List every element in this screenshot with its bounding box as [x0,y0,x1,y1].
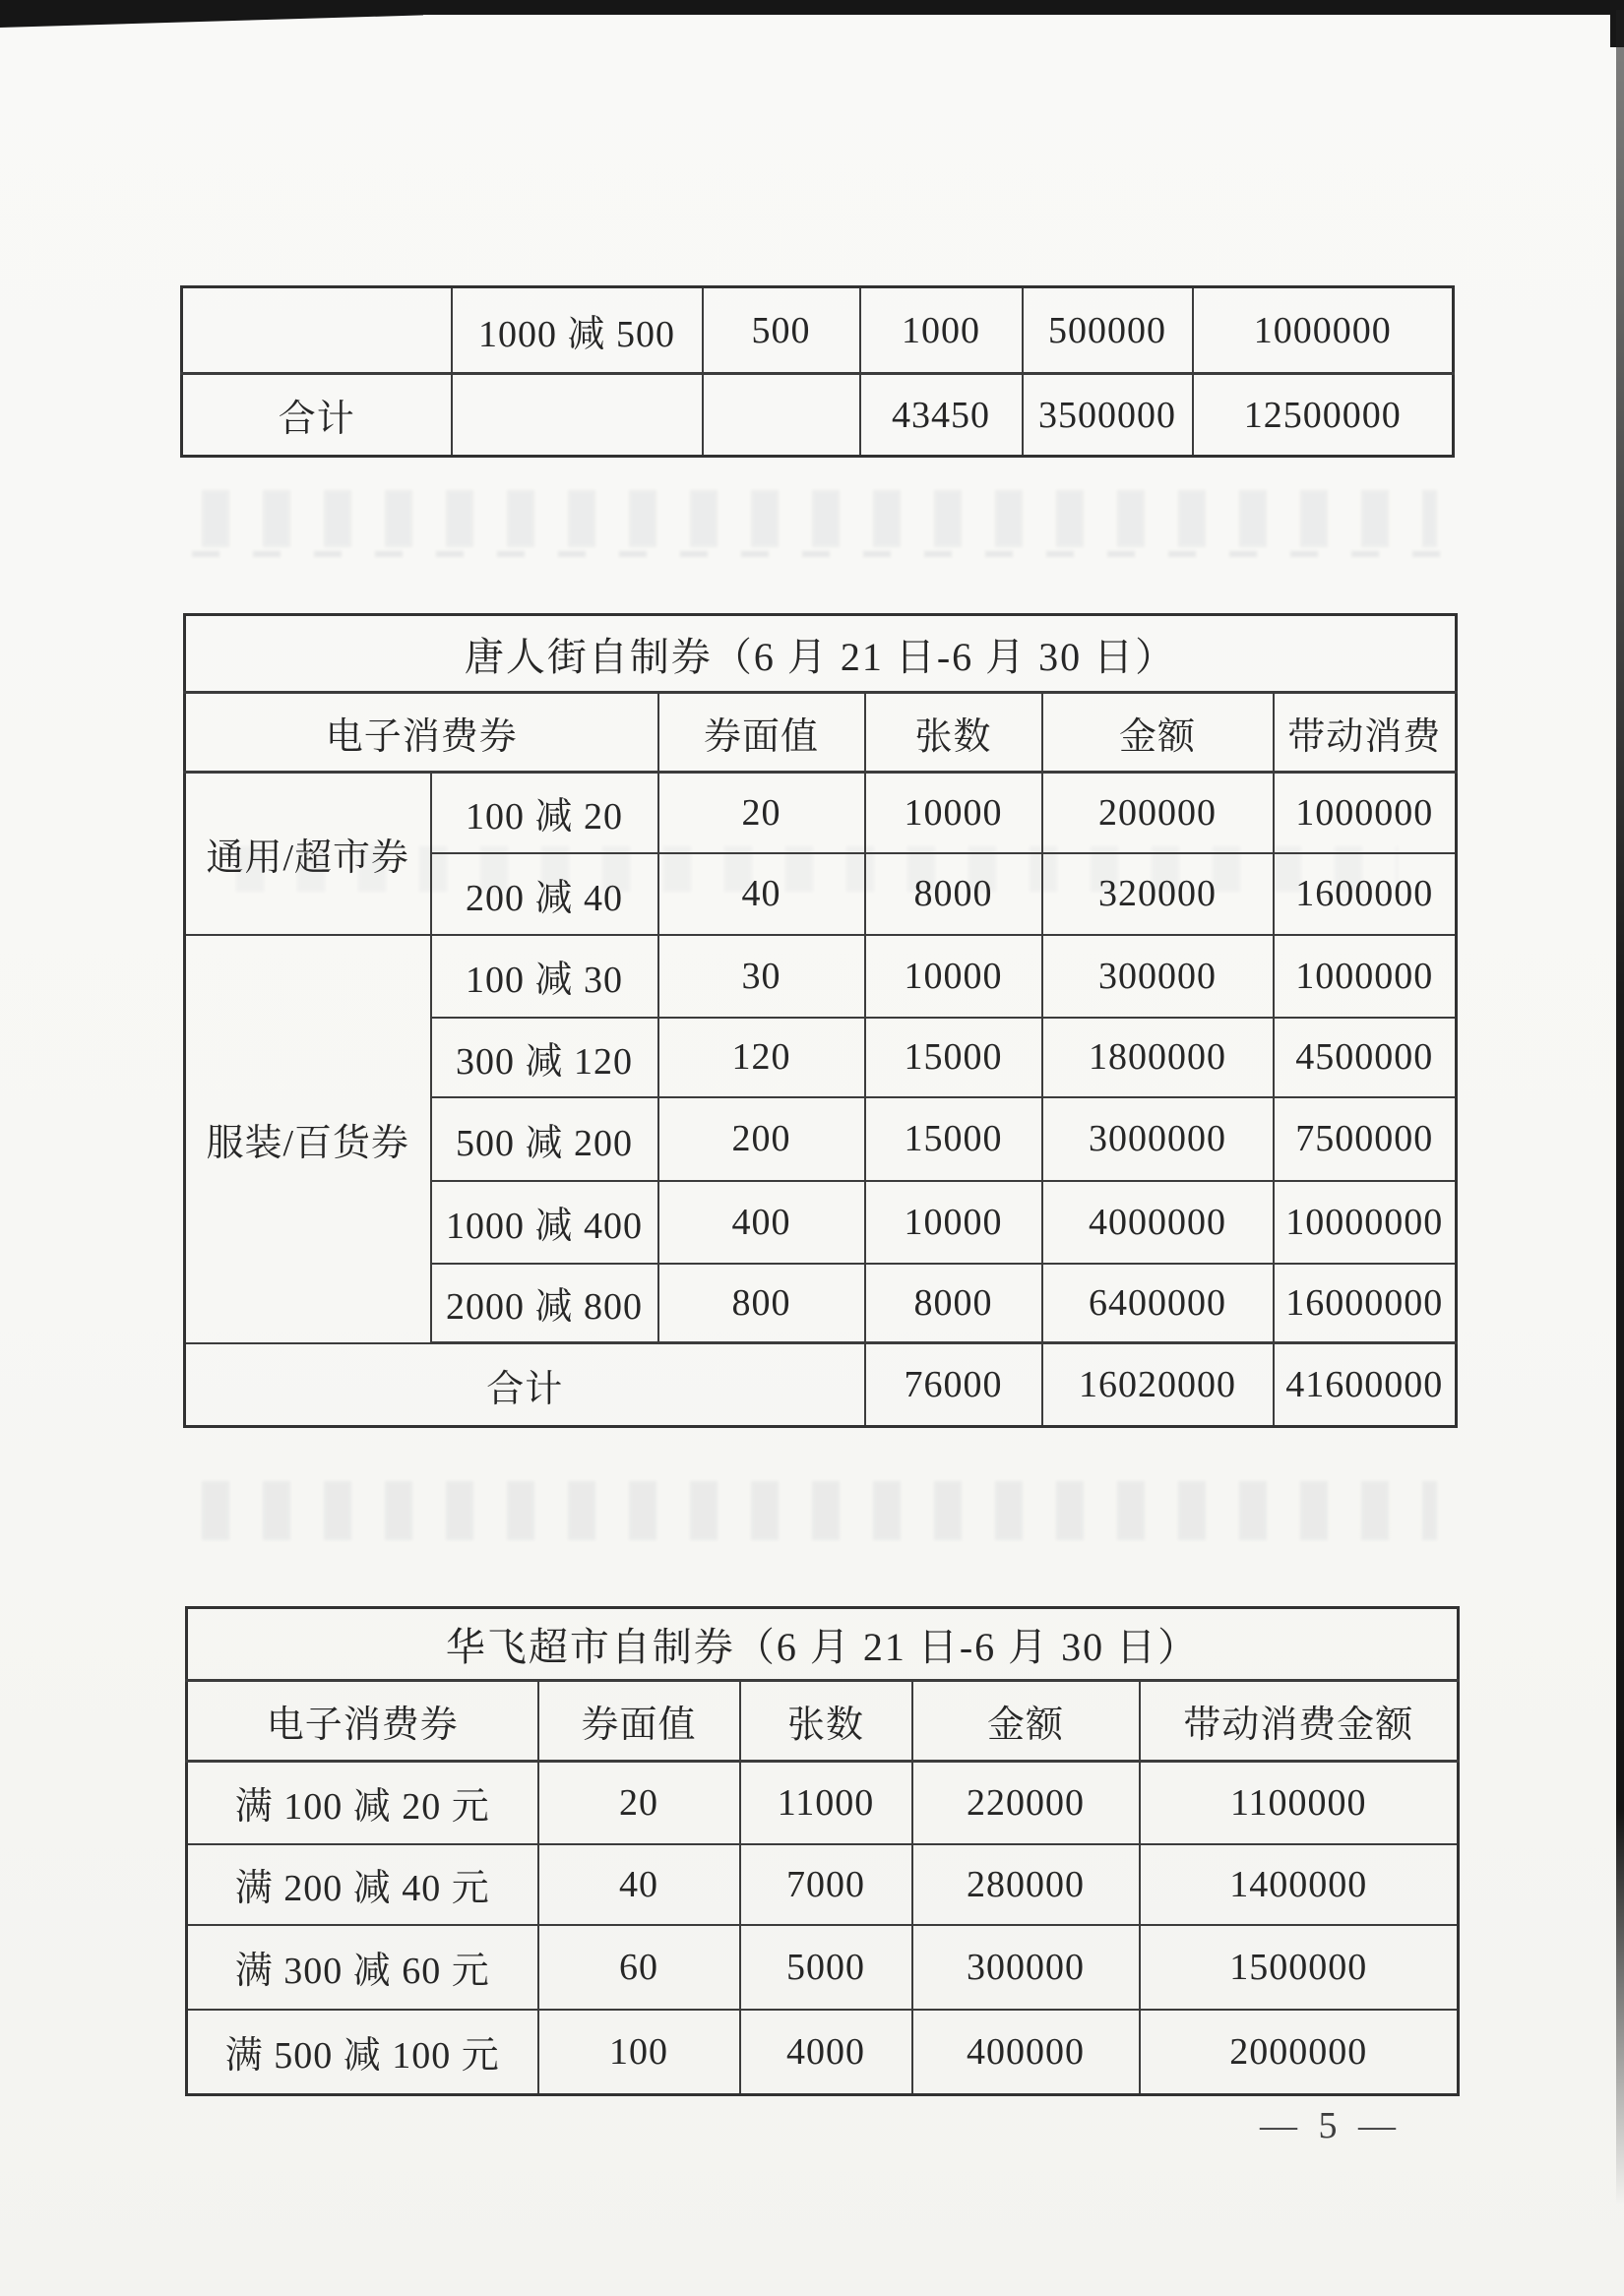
table-cell: 满 500 减 100 元 [187,2010,538,2095]
table-cell: 3000000 [1042,1097,1274,1181]
table-cell: 30 [658,935,865,1018]
table-cell: 7000 [740,1844,912,1925]
table-cell: 120 [658,1018,865,1097]
table-row [185,773,1457,853]
table-cell: 1100000 [1140,1762,1459,1844]
total-row [185,1343,1457,1427]
table-cell: 1000000 [1193,287,1454,374]
table-cell: 200 减 40 [431,853,658,935]
table-cell: 43450 [860,374,1023,457]
category-cell: 服装/百货券 [185,935,431,1343]
table-cell: 1400000 [1140,1844,1459,1925]
table-cell: 20 [658,773,865,853]
total-label-cell: 合计 [182,374,452,457]
table-cell: 41600000 [1274,1343,1457,1427]
table-cell: 300000 [1042,935,1274,1018]
table-cell: 1000000 [1274,773,1457,853]
header-cell: 券面值 [658,693,865,773]
table-row [182,287,1454,374]
table-cell: 300 减 120 [431,1018,658,1097]
table-header-row [185,693,1457,773]
summary-table-continued [180,285,1455,458]
table-cell: 2000 减 800 [431,1264,658,1343]
table-cell: 320000 [1042,853,1274,935]
bleedthrough-artifact [192,551,1442,557]
header-cell: 券面值 [538,1681,740,1762]
bleedthrough-artifact [202,490,1437,547]
scan-edge-right [1616,10,1624,2204]
table-cell: 4000 [740,2010,912,2095]
table-cell: 10000 [865,935,1042,1018]
table-cell: 满 200 减 40 元 [187,1844,538,1925]
table-cell: 16020000 [1042,1343,1274,1427]
table-cell: 800 [658,1264,865,1343]
table-cell: 200 [658,1097,865,1181]
table-cell: 7500000 [1274,1097,1457,1181]
table-cell: 10000 [865,773,1042,853]
table-cell [182,287,452,374]
table-row [185,935,1457,1018]
table-cell: 500000 [1023,287,1193,374]
header-cell: 张数 [740,1681,912,1762]
table-cell: 100 减 30 [431,935,658,1018]
total-label-cell: 合计 [185,1343,865,1427]
table-header-row [187,1681,1459,1762]
header-cell: 金额 [1042,693,1274,773]
table-row [187,1925,1459,2010]
table-cell: 400 [658,1181,865,1264]
table-cell: 500 [703,287,860,374]
header-cell: 张数 [865,693,1042,773]
table-cell: 4000000 [1042,1181,1274,1264]
table-cell: 40 [538,1844,740,1925]
table-cell: 3500000 [1023,374,1193,457]
table-cell: 200000 [1042,773,1274,853]
table-cell: 满 300 减 60 元 [187,1925,538,2010]
table-cell: 8000 [865,853,1042,935]
table-title-row [187,1608,1459,1681]
table-title-row [185,615,1457,693]
table-cell: 12500000 [1193,374,1454,457]
table-cell: 76000 [865,1343,1042,1427]
table-row [187,2010,1459,2095]
header-cell: 金额 [912,1681,1140,1762]
tangrenjie-voucher-table [183,613,1458,1428]
table-cell: 1000 减 400 [431,1181,658,1264]
table-cell: 1800000 [1042,1018,1274,1097]
table-cell: 满 100 减 20 元 [187,1762,538,1844]
table-cell: 100 减 20 [431,773,658,853]
header-cell: 带动消费 [1274,693,1457,773]
table-cell: 500 减 200 [431,1097,658,1181]
table-cell: 10000 [865,1181,1042,1264]
table-cell: 15000 [865,1018,1042,1097]
header-cell: 电子消费券 [187,1681,538,1762]
table-cell: 1000 [860,287,1023,374]
table-cell: 16000000 [1274,1264,1457,1343]
table-cell: 8000 [865,1264,1042,1343]
table-cell: 11000 [740,1762,912,1844]
table-row [187,1844,1459,1925]
table-cell: 1000000 [1274,935,1457,1018]
bleedthrough-artifact [202,1481,1437,1540]
table-cell: 20 [538,1762,740,1844]
table-cell: 100 [538,2010,740,2095]
table-cell: 2000000 [1140,2010,1459,2095]
table-cell: 300000 [912,1925,1140,2010]
table-cell: 5000 [740,1925,912,2010]
table-cell: 1500000 [1140,1925,1459,2010]
table-row [187,1762,1459,1844]
scan-edge-top [0,0,1624,15]
table-cell: 220000 [912,1762,1140,1844]
table-title: 唐人街自制券（6 月 21 日-6 月 30 日） [185,615,1457,693]
page-number: — 5 — [1260,2105,1402,2146]
category-cell: 通用/超市券 [185,773,431,935]
header-cell: 电子消费券 [185,693,658,773]
table-cell: 4500000 [1274,1018,1457,1097]
table-cell: 1600000 [1274,853,1457,935]
table-cell: 10000000 [1274,1181,1457,1264]
total-row [182,374,1454,457]
table-cell: 1000 减 500 [452,287,703,374]
table-cell: 280000 [912,1844,1140,1925]
table-cell [452,374,703,457]
table-cell [703,374,860,457]
table-cell: 15000 [865,1097,1042,1181]
table-title: 华飞超市自制券（6 月 21 日-6 月 30 日） [187,1608,1459,1681]
table-cell: 6400000 [1042,1264,1274,1343]
table-cell: 400000 [912,2010,1140,2095]
table-cell: 40 [658,853,865,935]
huafei-voucher-table [185,1606,1460,2096]
table-cell: 60 [538,1925,740,2010]
header-cell: 带动消费金额 [1140,1681,1459,1762]
